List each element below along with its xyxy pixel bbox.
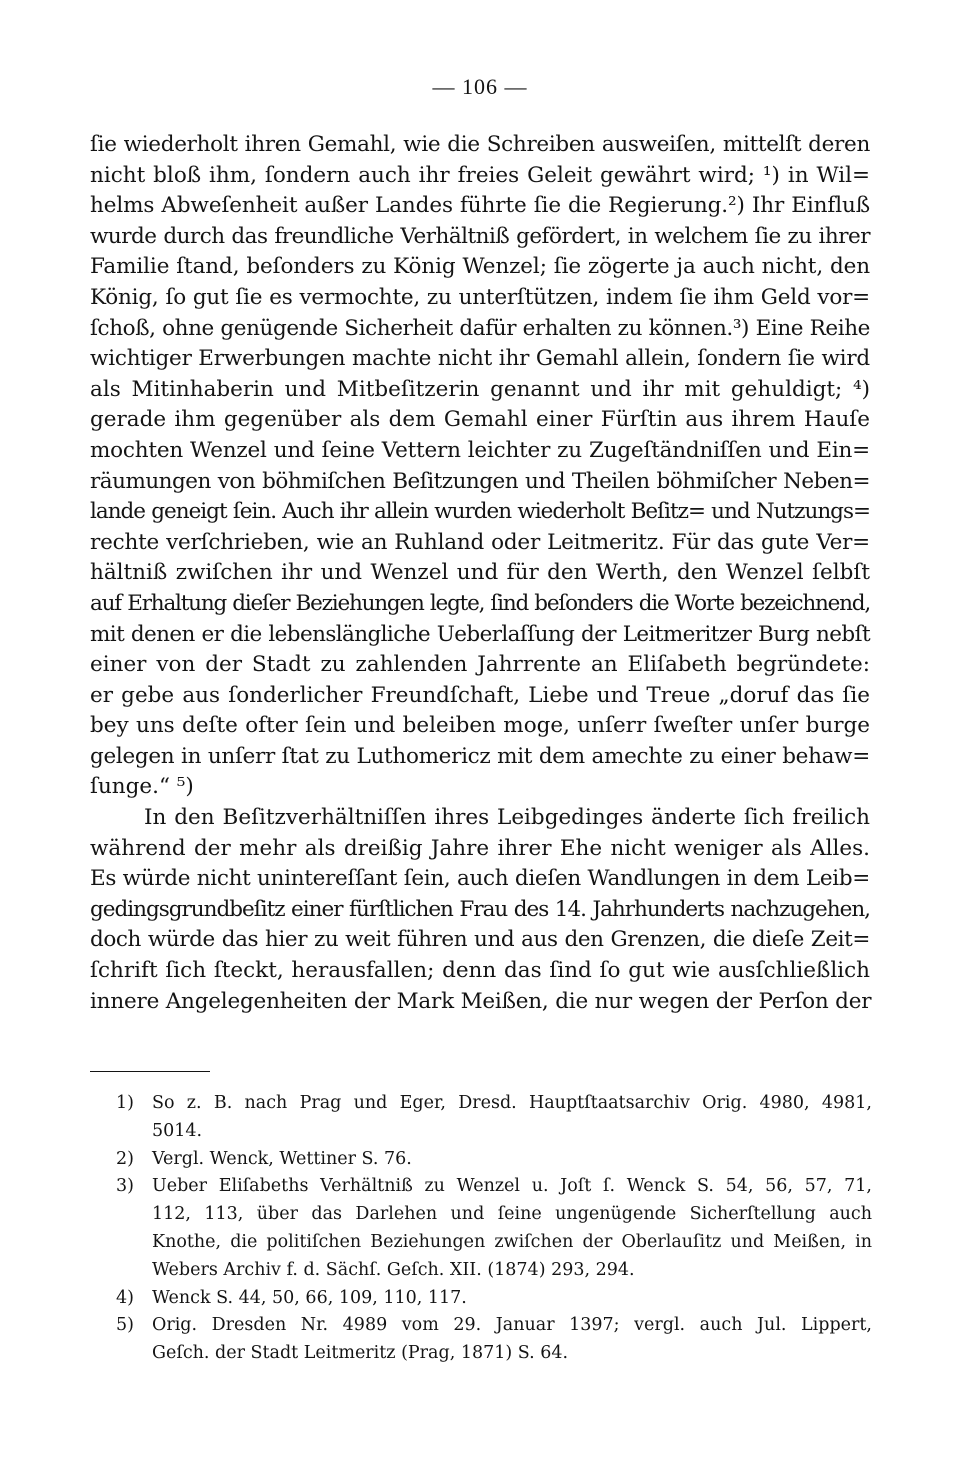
text-line: mochten Wenzel und ſeine Vettern leichter zu Zugeſtändniſſen und Ein= [90,437,870,463]
body-text [90,130,870,1017]
footnote-3 [116,1173,872,1284]
footnote-1 [116,1090,872,1146]
footnote-marker: 2) [116,1148,134,1169]
footnote-2 [116,1146,872,1174]
footnote-marker: 3) [116,1176,134,1197]
text-line: mit denen er die lebenslängliche Ueberlaſſung der Leitmeritzer Burg nebſt [90,621,870,647]
footnote-line: Knothe, die politiſchen Beziehungen zwiſchen der Oberlauſitz und Meißen, in [152,1231,872,1252]
footnote-line: Vergl. Wenck, Wettiner S. 76. [152,1148,412,1169]
text-line: während der mehr als dreißig Jahre ihrer Ehe nicht weniger als Alles. [90,835,870,861]
text-line: wurde durch das freundliche Verhältniß gefördert, in welchem ſie zu ihrer [90,223,870,249]
footnote-line: 112, 113, über das Darlehen und ſeine ungenügende Sicherſtellung auch [152,1204,872,1225]
text-line: wichtiger Erwerbungen machte nicht ihr Gemahl allein, ſondern ſie wird [90,346,870,372]
footnote-marker: 5) [116,1315,134,1336]
text-line: rechte verſchrieben, wie an Ruhland oder Leitmeritz. Für das gute Ver= [90,529,870,555]
footnote-divider [90,1071,210,1072]
text-line: doch würde das hier zu weit führen und aus den Grenzen, die dieſe Zeit= [90,927,870,953]
text-line: auf Erhaltung dieſer Beziehungen legte, ſind beſonders die Worte bezeichnend, [90,590,870,616]
text-line: hältniß zwiſchen ihr und Wenzel und für den Werth, den Wenzel ſelbſt [90,560,870,586]
text-line: nicht bloß ihm, ſondern auch ihr freies Geleit gewährt wird; ¹) in Wil= [90,162,870,188]
footnote-marker: 1) [116,1093,134,1113]
text-line: ſchoß, ohne genügende Sicherheit dafür erhalten zu können.³) Eine Reihe [90,315,870,341]
text-line: gerade ihm gegenüber als dem Gemahl einer Fürſtin aus ihrem Hauſe [90,407,870,433]
text-line: einer von der Stadt zu zahlenden Jahrrente an Eliſabeth begründete: [90,652,870,678]
footnote-line: Orig. Dresden Nr. 4989 vom 29. Januar 1397; vergl. auch Jul. Lippert, [152,1315,872,1336]
footnote-line: Webers Archiv f. d. Sächſ. Geſch. XII. (1874) 293, 294. [152,1259,635,1280]
footnote-marker: 4) [116,1287,134,1308]
text-line: bey uns deſte ofter ſein und beleiben moge, unſerr ſweſter unſer burge [90,713,870,739]
footnote-line: Ueber Eliſabeths Verhältniß zu Wenzel u. Joſt ſ. Wenck S. 54, 56, 57, 71, [152,1176,872,1197]
text-line: König, ſo gut ſie es vermochte, zu unterſtützen, indem ſie ihm Geld vor= [90,284,870,310]
text-line: helms Abweſenheit außer Landes führte ſie die Regierung.²) Ihr Einfluß [90,193,870,219]
text-line: er gebe aus ſonderlicher Freundſchaft, Liebe und Treue „doruf das ſie [90,682,870,708]
footnote-line: Geſch. der Stadt Leitmeritz (Prag, 1871) S. 64. [152,1343,569,1364]
footnote-line: So z. B. nach Prag und Eger, Dresd. Hauptſtaatsarchiv Orig. 4980, 4981, [152,1093,872,1113]
text-line: In den Beſitzverhältniſſen ihres Leibgedinges änderte ſich freilich [144,805,870,831]
text-line: Familie ſtand, beſonders zu König Wenzel; ſie zögerte ja auch nicht, den [90,254,870,280]
text-line: lande geneigt ſein. Auch ihr allein wurden wiederholt Beſitz= und Nutzungs= [90,499,870,525]
text-line: gelegen in unſerr ſtat zu Luthomericz mit dem amechte zu einer behaw= [90,743,870,769]
text-line: ſunge.“ ⁵) [90,774,194,800]
text-line: Es würde nicht unintereſſant ſein, auch dieſen Wandlungen in dem Leib= [90,866,870,892]
text-line: ſchrift ſich ſteckt, herausfallen; denn das ſind ſo gut wie ausſchließlich [90,958,870,984]
page-number: — 106 — [432,74,528,99]
footnote-5 [116,1312,872,1368]
text-line: innere Angelegenheiten der Mark Meißen, die nur wegen der Perſon der [90,988,872,1014]
footnote-4 [116,1285,872,1313]
text-line: gedingsgrundbeſitz einer fürſtlichen Frau des 14. Jahrhunderts nachzugehen, [90,896,870,922]
text-line: ſie wiederholt ihren Gemahl, wie die Schreiben ausweiſen, mittelſt deren [90,132,870,157]
footnotes [116,1090,872,1368]
footnote-line: 5014. [152,1120,203,1141]
text-line: als Mitinhaberin und Mitbeſitzerin genannt und ihr mit gehuldigt; ⁴) [90,376,870,402]
text-line: räumungen von böhmiſchen Beſitzungen und Theilen böhmiſcher Neben= [90,468,870,494]
footnote-line: Wenck S. 44, 50, 66, 109, 110, 117. [152,1287,467,1308]
